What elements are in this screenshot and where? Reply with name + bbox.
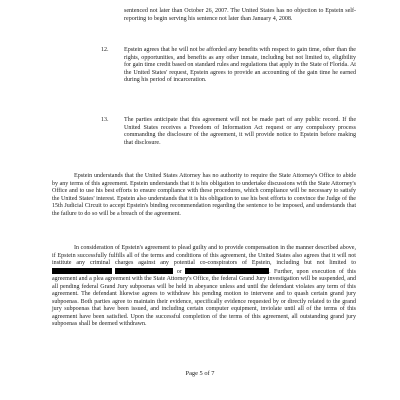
item-number-13: 13. xyxy=(101,117,109,123)
item-number-12: 12. xyxy=(101,47,109,53)
continued-paragraph xyxy=(124,8,356,23)
paragraph-consideration xyxy=(52,245,356,329)
redaction-box xyxy=(115,268,173,274)
item-13 xyxy=(124,117,356,147)
paragraph-consideration-or: or xyxy=(176,268,182,275)
paragraph-state-attorney xyxy=(52,173,356,218)
redaction-box xyxy=(52,268,112,274)
page-number: Page 5 of 7 xyxy=(185,370,215,377)
item-12 xyxy=(124,47,356,85)
paragraph-consideration-body xyxy=(52,245,356,329)
redaction-box xyxy=(185,268,269,274)
paragraph-state-attorney-text: Epstein understands that the United States Attorney has no authority to require the State Attorney's Office to abide by any terms of this agreement. Epstein understands that it is his obligation to undertake discussions with the State Attorney's Office and to use his best efforts to ensure compliance with these procedures, which compliance will be necessary to satisfy the United States' interest. Epstein also understands that it is his obligation to use his best efforts to convince the Judge of the 15th Judicial Circuit to accept Epstein's binding recommendation regarding the sentence to be imposed, and understands that the failure to do so will be a breach of the agreement. xyxy=(52,173,356,217)
continued-paragraph-text: sentenced not later than October 26, 2007. The United States has no objection to Epstein self-reporting to begin serving his sentence not later than January 4, 2008. xyxy=(124,8,356,22)
item-13-text: The parties anticipate that this agreement will not be made part of any public record. If the United States receives a Freedom of Information Act request or any compulsory process commanding the disclosure of the agreement, it will provide notice to Epstein before making that disclosure. xyxy=(124,117,356,146)
item-12-text: Epstein agrees that he will not be afforded any benefits with respect to gain time, other than the rights, opportunities, and benefits as any other inmate, including but not limited to, eligibility for gain time credit based on standard rules and regulations that apply in the State of Florida. At the United States' request, Epstein agrees to provide an accounting of the gain time he earned during his period of incarceration. xyxy=(124,47,356,84)
paragraph-consideration-text-start: In consideration of Epstein's agreement to plead guilty and to provide compensation in the manner described above, if Epstein successfully fulfills all of the terms and conditions of this agreement, the United States also agrees that it will not institute any criminal charges against any potential co-conspirators of Epstein, including but not limited to xyxy=(52,245,356,267)
paragraph-consideration-text-end: . Further, upon execution of this agreement and a plea agreement with the State Attorney's Office, the federal Grand Jury investigation will be suspended, and all pending federal Grand Jury subpoenas will be held in abeyance unless and until the defendant violates any term of this agreement. The defendant likewise agrees to withdraw his pending motion to intervene and to quash certain grand jury subpoenas. Both parties agree to maintain their evidence, specifically evidence requested by or directly related to the grand jury subpoenas that have been issued, and including certain computer equipment, inviolate until all of the terms of this agreement have been satisfied. Upon the successful completion of the terms of this agreement, all outstanding grand jury subpoenas shall be deemed withdrawn. xyxy=(52,268,356,328)
